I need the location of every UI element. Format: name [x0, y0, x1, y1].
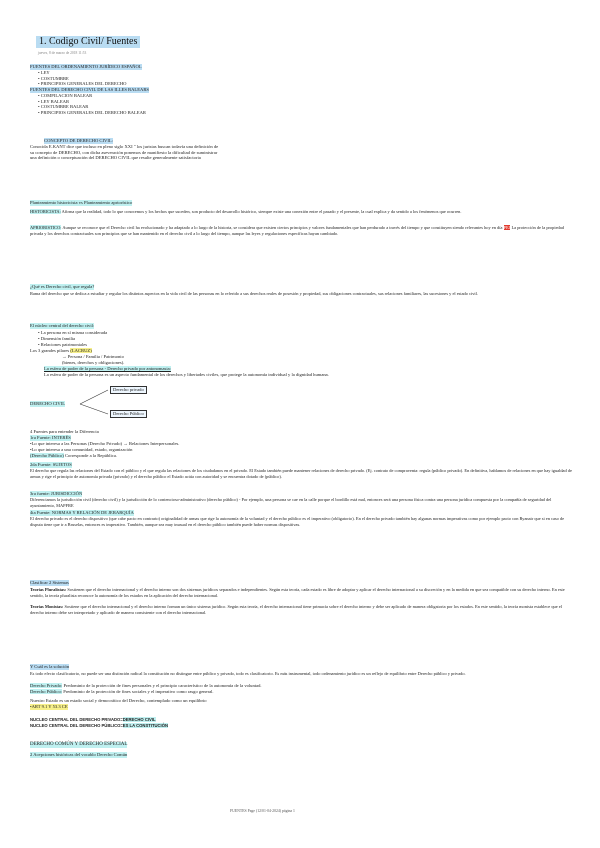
- section-heading-comun: DERECHO COMÚN Y DERECHO ESPECIAL: [30, 742, 128, 747]
- section-heading-que-regula: ¿Qué es Derecho civil, que regula?: [30, 284, 95, 289]
- timestamp: jueves, 8 de marzo de 2018 11:53: [38, 51, 87, 55]
- normas-label: 4ta Fuente: NORMAS Y RELACIÓN DE JERARQUÍA: [30, 510, 134, 515]
- jurisdiccion-label: 3ra fuente: JURISDICCIÓN: [30, 491, 83, 496]
- section-heading-planteamiento: Planteamiento historicista vs Planteamiento apriorístico: [30, 200, 133, 205]
- normas-text: El derecho privado es el derecho dispositivo (que cabe pacto en contrario) originalidad de armas que rige la autonomía de la voluntad y el derecho público es el imperativo (obligatorio). En el derecho privado también hay algunas normas imperativas como por ejemplo pacto con Ryanair que si en caso de disputa tiene que ir a Bruselas, entonces es imperativo. También, aunque sea muy inusual en el derecho público también puede haber normas dispositivas.: [30, 516, 565, 527]
- section-heading-nucleo: El núcleo central del derecho civil:: [30, 323, 95, 328]
- paragraph: Conocida E.KANT dice que incluso en pleno siglo XXI " los juristas buscan todavía una definición de: [30, 144, 219, 149]
- pilares-line: Los 3 grandes pilares (LACRUZ): [30, 348, 92, 353]
- connector-top: [80, 390, 108, 404]
- esfera-label: La esfera de poder de la persona - Derecho privado por antonomasia:: [44, 366, 171, 371]
- list-item: • PRINCIPIOS GENERALES DEL DERECHO BALEAR: [38, 109, 146, 115]
- pilares-line1: → Persona / Familia / Patrimonio: [62, 354, 124, 359]
- paragraph-aprioristico: APRIORISTICO: Aunque se reconoce que el Derecho civil ha evolucionado y ha adaptado a lo largo de la historia, se considera que existen ciertos principios y valores fundamentales que han perdurado a través del tiempo y que constituyen siendo relevantes hoy en día PEJ La protección de la propiedad privada y los derechos contractuales son principios que se han mantenido en el derecho civil a lo largo del tiempo, aunque las leyes y regulaciones específicas hayan cambiado.: [30, 225, 564, 236]
- sujetos-text: El derecho que regula las relaciones del Estado con el público y el que regula las relaciones de los ciudadanos en el privado. El Estado también puede mantener relaciones de derecho privado. (Ej. contrato de compraventa: regula (público privado). En definitiva, hablamos de relaciones en que hay igualdad de armas y rige el principio de autonomía privada (privado) y el derecho público el Estado actúa con autoridad y se encuentra dotado de (público).: [30, 468, 572, 479]
- list-item: • LEY: [38, 70, 50, 75]
- section-heading-concepto: CONCEPTO DE DERECHO CIVIL:: [44, 138, 113, 143]
- interes-line1: •Lo que interesa a las Personas (Derecho Privado) → Relaciones Interpersonales.: [30, 441, 180, 446]
- list-item: • La persona en sí misma considerada: [38, 329, 108, 335]
- publico-line: Derecho Público: Predominio de la protección de fines sociales y el imperativo como rasgo general.: [30, 689, 214, 694]
- list-item: • COSTUMBRE BALEAR: [38, 104, 89, 109]
- monistas-text: Teorías Monistas: Sostiene que el derecho internacional y el derecho interno forman un único sistema jurídico. Según esta teoría, el derecho internacional tiene primacía sobre el derecho interno y debe ser aplicado de manera obligatoria por los estados. En este sentido, la teoría monista establece que el derecho interno debe ser interpretado y aplicado de manera consistente con el derecho internacional.: [30, 604, 562, 615]
- pluralistas-text: Teorías Pluralistas: Sostienen que el derecho internacional y el derecho interno son dos sistemas jurídicos separados e independientes. Según esta teoría, cada estado es libre de adoptar y aplicar el derecho internacional a su discreción y en la medida en que sea compatible con su derecho interno. En este sentido, la teoría pluralista reconoce la autonomía de los estados en la aplicación del derecho internacional.: [30, 587, 565, 598]
- section-heading-clasificar: Clasificar 2 Sistemas: [30, 580, 69, 585]
- section-heading-diferencia: 4 Fuentes para entender la Diferencia: [30, 429, 99, 434]
- diagram-branch-privado: Derecho privado: [110, 386, 147, 394]
- interes-line2: •Lo que interesa a una comunidad, estado, organización: [30, 447, 133, 452]
- paragraph: su concepto de DERECHO, con dicha aseveración ponemos de manifiesto la dificultad de suministrar: [30, 149, 218, 155]
- nucleo-publico-line: NUCLEO CENTRAL DEL DERECHO PÚBLICO=ES LA CONSTITUCIÓN: [30, 723, 169, 728]
- sujetos-label: 2da Fuente: SUJETOS: [30, 462, 72, 467]
- art-reference: •ART 9.1 Y 53.3 CE: [30, 704, 68, 709]
- estado-line: Nuestro Estado es un estado social y democrático del Derecho, contemplado como un equilibrio: [30, 698, 207, 703]
- diagram-root: DERECHO CIVIL: [30, 401, 66, 406]
- jurisdiccion-text: Diferenciamos la jurisdicción civil (derecho civil) y la jurisdicción de lo contencioso-administrativo (derecho público) - Por ejemplo, una persona se cae en la calle porque el bordillo está mal, entonces será una persona física contra una persona jurídica compuesta por la compañía de seguridad del ayuntamiento, MAPFRE: [30, 497, 552, 508]
- solucion-text: Es todo efecto clasificatorio, no puede ser una distinción radical la constitución no distingue entre público y privado, todo es clasificatorio. Es más instrumental, todo ordenamiento jurídico es un reflejo de equilibrio entre Derecho público y privado.: [30, 671, 466, 676]
- pilares-line2: (bienes, derechos y obligaciones).: [62, 360, 125, 365]
- list-item: • COSTUMBRE: [38, 75, 69, 81]
- privado-line: Derecho Privado: Predominio de la protección de fines personales y el principio característico de la autonomía de la voluntad.: [30, 683, 262, 688]
- comun-sub: 2 Acepciones históricas del vocablo Derecho Común: [30, 752, 128, 757]
- interes-line3: (Derecho Público) Corresponde a la República.: [30, 453, 118, 458]
- list-item: • Relaciones patrimoniales: [38, 341, 88, 347]
- page-title: 1. Codigo Civil/ Fuentes: [36, 36, 140, 48]
- list-item: • COMPILACION BALEAR: [38, 93, 93, 98]
- page-footer: FUENTES Page (12/01-04-2024) página 1: [230, 809, 295, 813]
- paragraph-historicista: HISTORICISTA: Afirma que la realidad, todo lo que conocemos y los hechos que suceden, son producto del desarrollo histórico, siempre existe una conexión entre el pasado y el presente, la cual explica y da sentido a los fenómenos que ocurren.: [30, 209, 462, 214]
- list-item: • PRINCIPIOS GENERALES DEL DERECHO: [38, 81, 127, 86]
- interes-label: 1ra Fuente: INTERÉS: [30, 435, 71, 440]
- nucleo-privado-line: NUCLEO CENTRAL DEL DERECHO PRIVADO=DERECHO CIVIL: [30, 717, 156, 722]
- section-heading-solucion: Y Cuál es la solución: [30, 664, 70, 669]
- list-item: • Dimensión familia: [38, 335, 76, 341]
- paragraph: una definición o conceptuación del DERECHO CIVIL que resulte generalmente satisfactoria: [30, 155, 201, 160]
- list-item: • LEY BALEAR: [38, 98, 70, 104]
- highlight-pej: PEJ: [503, 225, 511, 230]
- esfera-text: La esfera de poder de la persona es un aspecto fundamental de los derechos y libertades civiles, que protege la autonomía individual y la dignidad humana.: [44, 372, 329, 377]
- diagram-branch-publico: Derecho Público: [110, 410, 147, 418]
- connector-bottom: [80, 404, 108, 414]
- section-heading-baleares: FUENTES DEL DERECHO CIVIL DE LAS ILLES BALEARS: [30, 87, 149, 92]
- section-heading-fuentes: FUENTES DEL ORDENAMIENTO JURÍDICO ESPAÑOL: [30, 64, 142, 69]
- paragraph: Rama del derecho que se dedica a estudiar y regular los distintos aspectos en la vida civil de las personas en lo referido a sus derechos reales de posesión y propiedad, sus obligaciones contractuales, sus relaciones familiares, las sucesiones y el estado civil.: [30, 291, 478, 296]
